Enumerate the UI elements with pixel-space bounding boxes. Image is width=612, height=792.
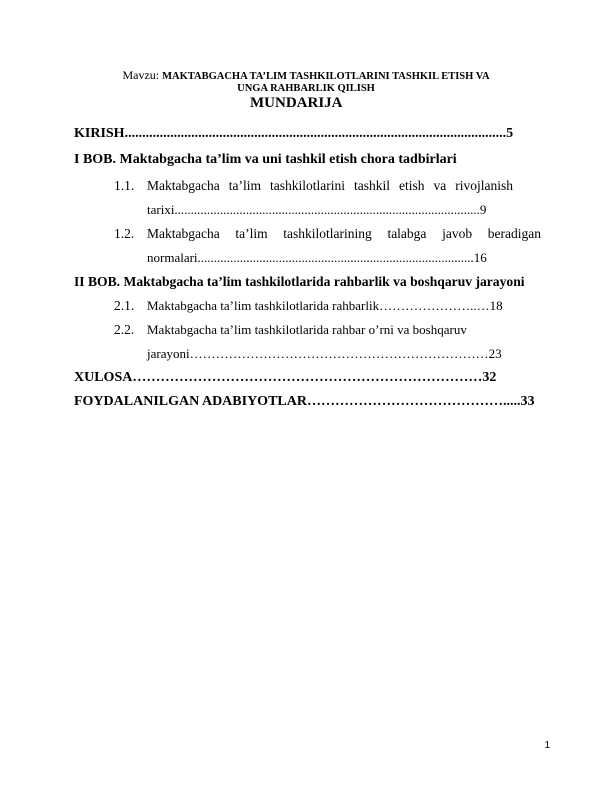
- toc-num-2-2: 2.2.: [114, 322, 135, 337]
- toc-num-1-2: 1.2.: [114, 226, 135, 241]
- toc-word: Maktabgacha: [147, 226, 220, 241]
- toc-num-1-1: 1.1.: [114, 178, 135, 193]
- toc-title: MUNDARIJA: [250, 95, 343, 111]
- topic-line-2: UNGA RAHBARLIK QILISH: [237, 83, 375, 94]
- toc-entry-1-2-cont: normalari.....................................................................................16: [147, 250, 487, 265]
- topic-title: MAKTABGACHA TA’LIM TASHKILOTLARINI TASHKIL ETISH VA: [162, 71, 490, 82]
- toc-entry-bob2: II BOB. Maktabgacha ta’lim tashkilotlarida rahbarlik va boshqaruv jarayoni: [74, 274, 525, 289]
- toc-word: talabga: [387, 226, 427, 241]
- toc-word: javob: [442, 226, 473, 241]
- toc-entry-2-1: Maktabgacha ta’lim tashkilotlarida rahbarlik…………………..…18: [147, 298, 503, 313]
- topic-line-1: [0, 68, 612, 84]
- toc-entry-1-2: [147, 226, 541, 242]
- toc-num-2-1: 2.1.: [114, 298, 135, 313]
- topic-label: Mavzu:: [122, 68, 163, 82]
- toc-word: beradigan: [487, 226, 541, 241]
- page-number: 1: [544, 740, 550, 751]
- toc-entry-bob1: I BOB. Maktabgacha ta’lim va uni tashkil etish chora tadbirlari: [74, 152, 457, 167]
- toc-word: Maktabgacha: [147, 178, 220, 193]
- toc-word: tashkilotlarining: [283, 226, 372, 241]
- toc-word: etish: [398, 178, 425, 193]
- toc-entry-1-1-cont: tarixi..............................................................................................9: [147, 202, 487, 217]
- toc-word: rivojlanish: [455, 178, 513, 193]
- toc-word: tashkilotlarini: [269, 178, 345, 193]
- toc-entry-foydalanilgan: FOYDALANILGAN ADABIYOTLAR…………………………………….....33: [74, 394, 535, 409]
- toc-entry-xulosa: XULOSA…………………………………………………………………32: [74, 370, 497, 385]
- toc-word: ta’lim: [228, 178, 261, 193]
- toc-word: ta’lim: [235, 226, 268, 241]
- toc-word: tashkil: [353, 178, 390, 193]
- toc-entry-2-2-cont: jarayoni……………………………………………………………23: [147, 346, 502, 361]
- toc-entry-1-1: [147, 178, 513, 194]
- toc-entry-kirish: KIRISH.............................................................................................................5: [74, 126, 514, 141]
- toc-entry-2-2: Maktabgacha ta’lim tashkilotlarida rahbar o’rni va boshqaruv: [147, 322, 467, 337]
- toc-word: va: [433, 178, 447, 193]
